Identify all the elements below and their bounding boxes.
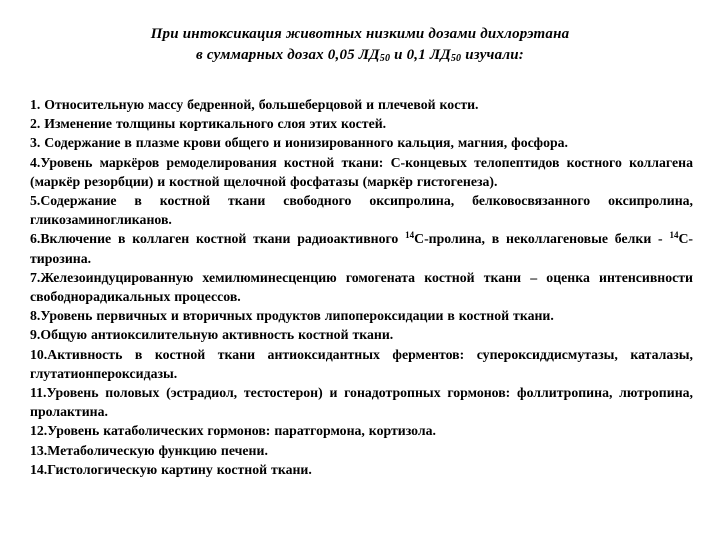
list-item-12: 12.Уровень катаболических гормонов: паратгормона, кортизола. (30, 423, 436, 439)
list-item-1: 1. Относительную массу бедренной, большеберцовой и плечевой кости. (30, 97, 479, 112)
list-item-11: 11.Уровень половых (эстрадиол, тестостерон) и гонадотропных гормонов: фоллитропина, лютропина, пролактина. (30, 385, 693, 420)
title-line-2 (0, 45, 720, 66)
title-line-1: При интоксикация животных низкими дозами дихлорэтана (150, 26, 570, 42)
isotope-superscript: 14 (669, 230, 679, 241)
title-line-2-part-c: изучали: (461, 47, 524, 63)
list-item-9: 9.Общую антиоксилительную активность костной ткани. (30, 327, 394, 343)
list-item-6-part-c: С-тирозина. (30, 231, 693, 266)
ld50-subscript: 50 (379, 53, 391, 64)
list-item-3: 3. Содержание в плазме крови общего и ионизированного кальция, магния, фосфора. (30, 135, 569, 151)
list-item-2: 2. Изменение толщины кортикального слоя этих костей. (30, 116, 387, 132)
list-item-13: 13.Метаболическую функцию печени. (30, 442, 268, 458)
isotope-superscript: 14 (405, 230, 415, 241)
list-item-8: 8.Уровень первичных и вторичных продуктов липопероксидации в костной ткани. (30, 308, 554, 324)
list-item-4: 4.Уровень маркёров ремоделирования костной ткани: С-концевых телопептидов костного коллагена (маркёр резорбции) и костной щелочной фосфатазы (маркёр гистогенеза). (30, 154, 693, 189)
study-list (30, 95, 693, 479)
ld50-subscript: 50 (450, 53, 462, 64)
list-item-6-part-b: С-пролина, в неколлагеновые белки - (414, 231, 670, 247)
list-item-6 (30, 229, 693, 267)
title-line-2-part-b: и 0,1 ЛД (390, 47, 451, 63)
list-item-7: 7.Железоиндуцированную хемилюминесценцию гомогената костной ткани – оценка интенсивности свободнорадикальных процессов. (30, 269, 693, 305)
slide-title (0, 24, 720, 66)
list-item-5: 5.Содержание в костной ткани свободного оксипролина, белковосвязанного оксипролина, гликозаминогликанов. (30, 193, 693, 228)
list-item-6-part-a: 6.Включение в коллаген костной ткани радиоактивного (30, 231, 406, 247)
list-item-10: 10.Активность в костной ткани антиоксидантных ферментов: супероксиддисмутазы, каталазы, глутатионпероксидазы. (30, 346, 693, 381)
list-item-14: 14.Гистологическую картину костной ткани. (30, 461, 312, 477)
title-line-2-part-a: в суммарных дозах 0,05 ЛД (196, 47, 380, 63)
